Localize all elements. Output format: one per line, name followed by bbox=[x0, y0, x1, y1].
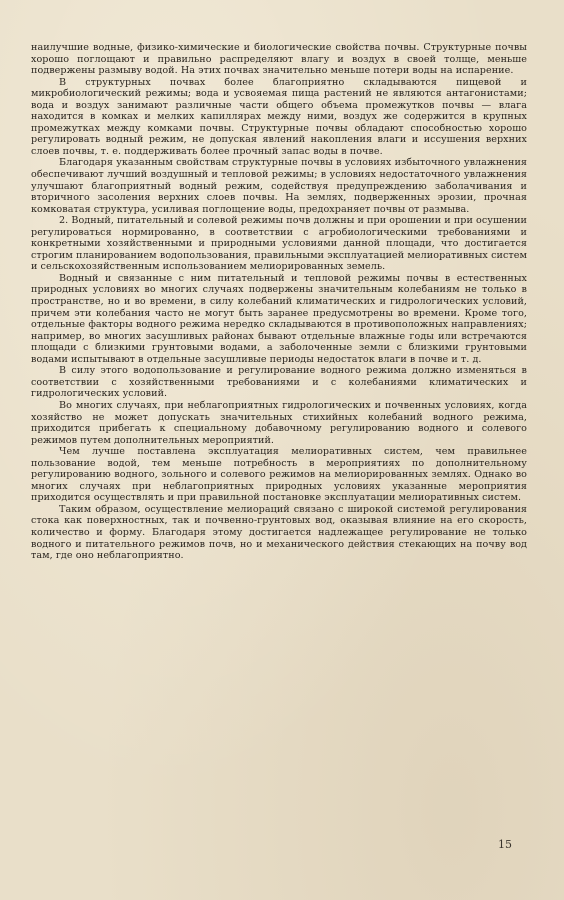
paragraph-7: Во многих случаях, при неблагоприятных гидрологических и почвенных условиях, когда хозяйство не может допускать значительных стихийных колебаний водного режима, приходится прибегать к специальному добавочному регулированию водного и солевого режимов путем дополнительных мероприятий. bbox=[31, 399, 527, 446]
paragraph-5: Водный и связанные с ним питательный и тепловой режимы почвы в естественных природных условиях во многих случаях подвержены значительным колебаниям не только в пространстве, но и во времени, в силу колебаний климатических и гидрологических условий, причем эти колебания часто не могут быть заранее предусмотрены во времени. Кроме того, отдельные факторы водного режима нередко складываются в противоположных направлениях; например, во многих засушливых районах бывают отдельные влажные годы или встречаются площади с близкими грунтовыми водами, а заболоченные земли с близкими грунтовыми водами испытывают в отдельные засушливые периоды недостаток влаги в почве и т. д. bbox=[31, 272, 527, 365]
paragraph-8: Чем лучше поставлена эксплуатация мелиоративных систем, чем правильнее пользование водой, тем меньше потребность в мероприятиях по дополнительному регулированию водного, зольного и солевого режимов на мелиорированных землях. Однако во многих случаях при неблагоприятных природных условиях указанные мероприятия приходится осуществлять и при правильной постановке эксплуатации мелиоративных систем. bbox=[31, 446, 527, 504]
paragraph-6: В силу этого водопользование и регулирование водного режима должно изменяться в соответствии с хозяйственными требованиями и с колебаниями климатических и гидрологических условий. bbox=[31, 365, 527, 400]
paragraph-4: 2. Водный, питательный и солевой режимы почв должны и при орошении и при осушении регулироваться нормированно, в соответствии с агробиологическими требованиями и конкретными хозяйственными и природными условиями данной площади, что достигается строгим планированием водопользования, правильными эксплуатацией мелиоративных систем и сельскохозяйственным использованием мелиорированных земель. bbox=[31, 215, 527, 273]
paragraph-9: Таким образом, осуществление мелиораций связано с широкой системой регулирования стока как поверхностных, так и почвенно-грунтовых вод, оказывая влияние на его скорость, количество и форму. Благодаря этому достигается надлежащее регулирование не только водного и питательного режимов почв, но и механического действия стекающих на почву вод там, где оно неблагоприятно. bbox=[31, 503, 527, 562]
page-number: 15 bbox=[498, 838, 512, 851]
paragraph-3: Благодаря указанным свойствам структурные почвы в условиях избыточного увлажнения обеспечивают лучший воздушный и тепловой режимы; в условиях недостаточного увлажнения улучшают благоприятный водный режим, содействуя предупреждению заболачивания и вторичного засоления верхних слоев почвы. На землях, подверженных эрозии, прочная комковатая структура, усиливая поглощение воды, предохраняет почвы от размыва. bbox=[31, 157, 527, 215]
paragraph-2: В структурных почвах более благоприятно складываются пищевой и микробиологический режимы; вода и усвояемая пища растений не являются антагонистами; вода и воздух занимают различные части общего объема промежутков почвы — влага находится в комках и мелких капиллярах между ними, воздух же содержится в крупных промежутках между комками почвы. Структурные почвы обладают способностью хорошо регулировать водный режим, не допуская явлений накопления влаги и иссушения верхних слоев почвы, т. е. поддерживать более прочный запас воды в почве. bbox=[31, 76, 527, 157]
paragraph-1: наилучшие водные, физико-химические и биологические свойства почвы. Структурные почвы хорошо поглощают и правильно распределяют влагу и воздух в своей толще, меньше подвержены размыву водой. На этих почвах значительно меньше потери воды на испарение. bbox=[31, 42, 527, 77]
body-text bbox=[31, 42, 527, 562]
